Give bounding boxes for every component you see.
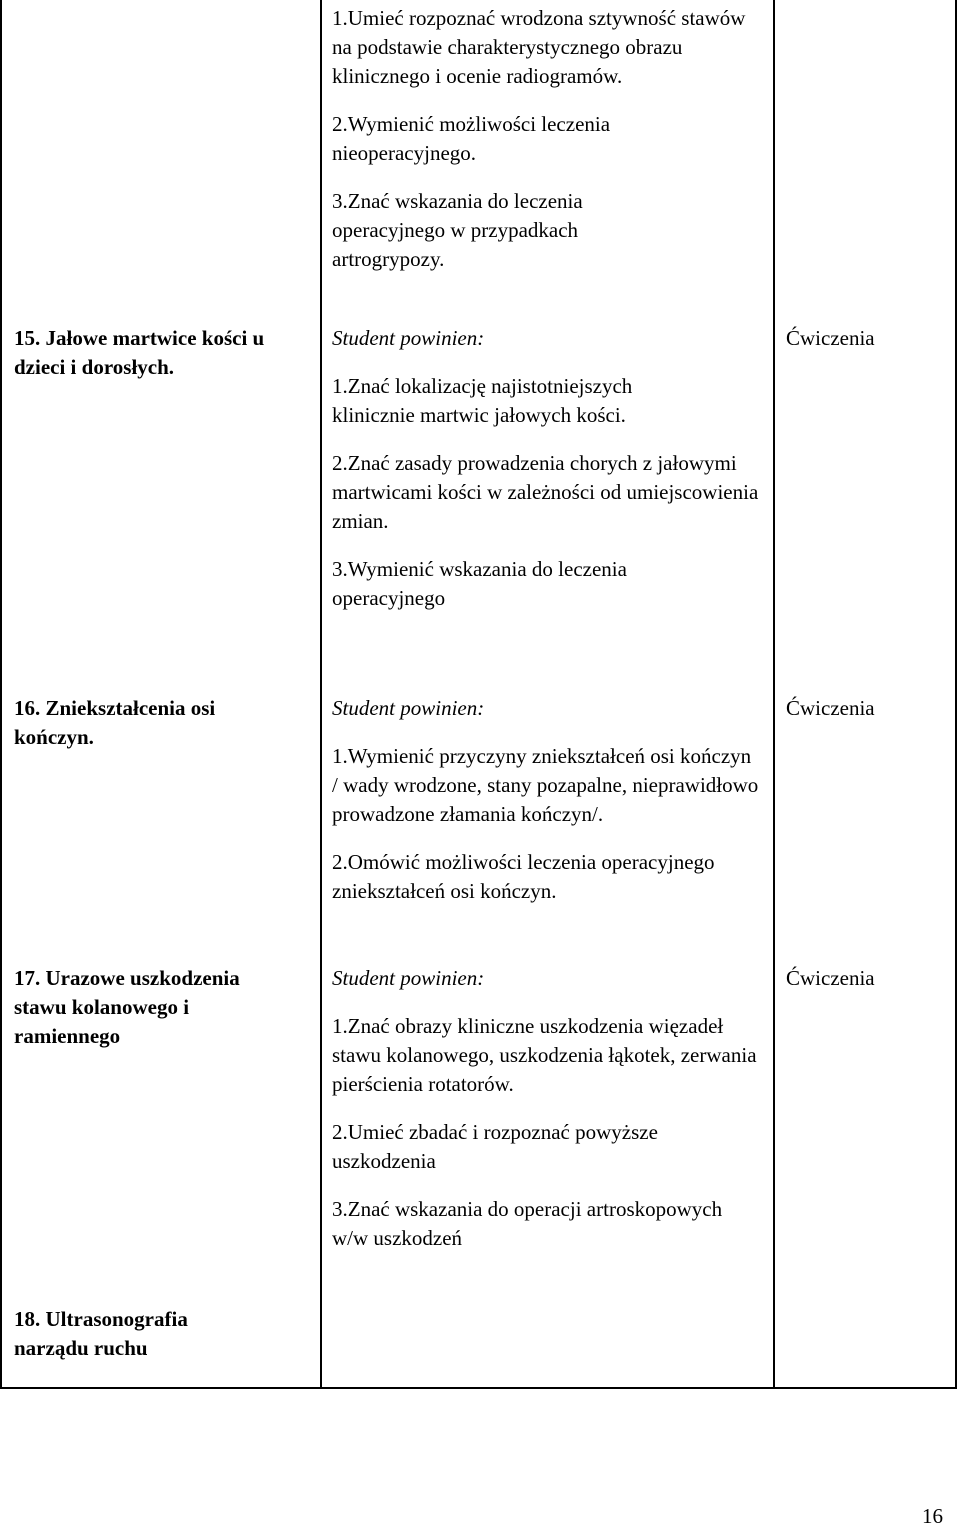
row-outcomes <box>332 4 767 274</box>
outcome-item: 2.Umieć zbadać i rozpoznać powyższe uszkodzenia <box>332 1120 658 1173</box>
outcome-item: 3.Wymienić wskazania do leczenia operacyjnego <box>332 557 627 610</box>
topic-title: 17. Urazowe uszkodzenia stawu kolanowego i ramiennego <box>14 966 240 1048</box>
topic-title: 15. Jałowe martwice kości u dzieci i dorosłych. <box>14 326 265 379</box>
topic-title: 18. Ultrasonografia narządu ruchu <box>14 1307 188 1360</box>
student-heading: Student powinien: <box>332 326 485 350</box>
outcome-item: 1.Znać lokalizację najistotniejszych klinicznie martwic jałowych kości. <box>332 374 633 427</box>
outcome-item: 1.Wymienić przyczyny zniekształceń osi kończyn / wady wrodzone, stany pozapalne, nieprawidłowo prowadzone złamania kończyn/. <box>332 744 759 826</box>
outcome-item: 2.Znać zasady prowadzenia chorych z jałowymi martwicami kości w zależności od umiejscowienia zmian. <box>332 451 759 533</box>
outcome-item: 3.Znać wskazania do operacji artroskopowych w/w uszkodzeń <box>332 1197 723 1250</box>
column-divider <box>320 0 322 1389</box>
class-form: Ćwiczenia <box>786 966 875 990</box>
outcome-item: 3.Znać wskazania do leczenia operacyjnego w przypadkach artrogrypozy. <box>332 189 583 271</box>
row-outcomes <box>332 324 767 613</box>
class-form: Ćwiczenia <box>786 696 875 720</box>
outcome-item: 1.Umieć rozpoznać wrodzona sztywność stawów na podstawie charakterystycznego obrazu klinicznego i ocenie radiogramów. <box>332 6 746 88</box>
outcome-item: 2.Wymienić możliwości leczenia nieoperacyjnego. <box>332 112 611 165</box>
topic-title: 16. Zniekształcenia osi kończyn. <box>14 696 216 749</box>
outcome-item: 2.Omówić możliwości leczenia operacyjnego zniekształceń osi kończyn. <box>332 850 715 903</box>
column-divider <box>773 0 775 1389</box>
student-heading: Student powinien: <box>332 696 485 720</box>
student-heading: Student powinien: <box>332 966 485 990</box>
row-outcomes <box>332 964 767 1253</box>
class-form: Ćwiczenia <box>786 326 875 350</box>
page-number: 16 <box>922 1504 943 1528</box>
row-outcomes <box>332 694 767 906</box>
outcome-item: 1.Znać obrazy kliniczne uszkodzenia więzadeł stawu kolanowego, uszkodzenia łąkotek, zerwania pierścienia rotatorów. <box>332 1014 757 1096</box>
